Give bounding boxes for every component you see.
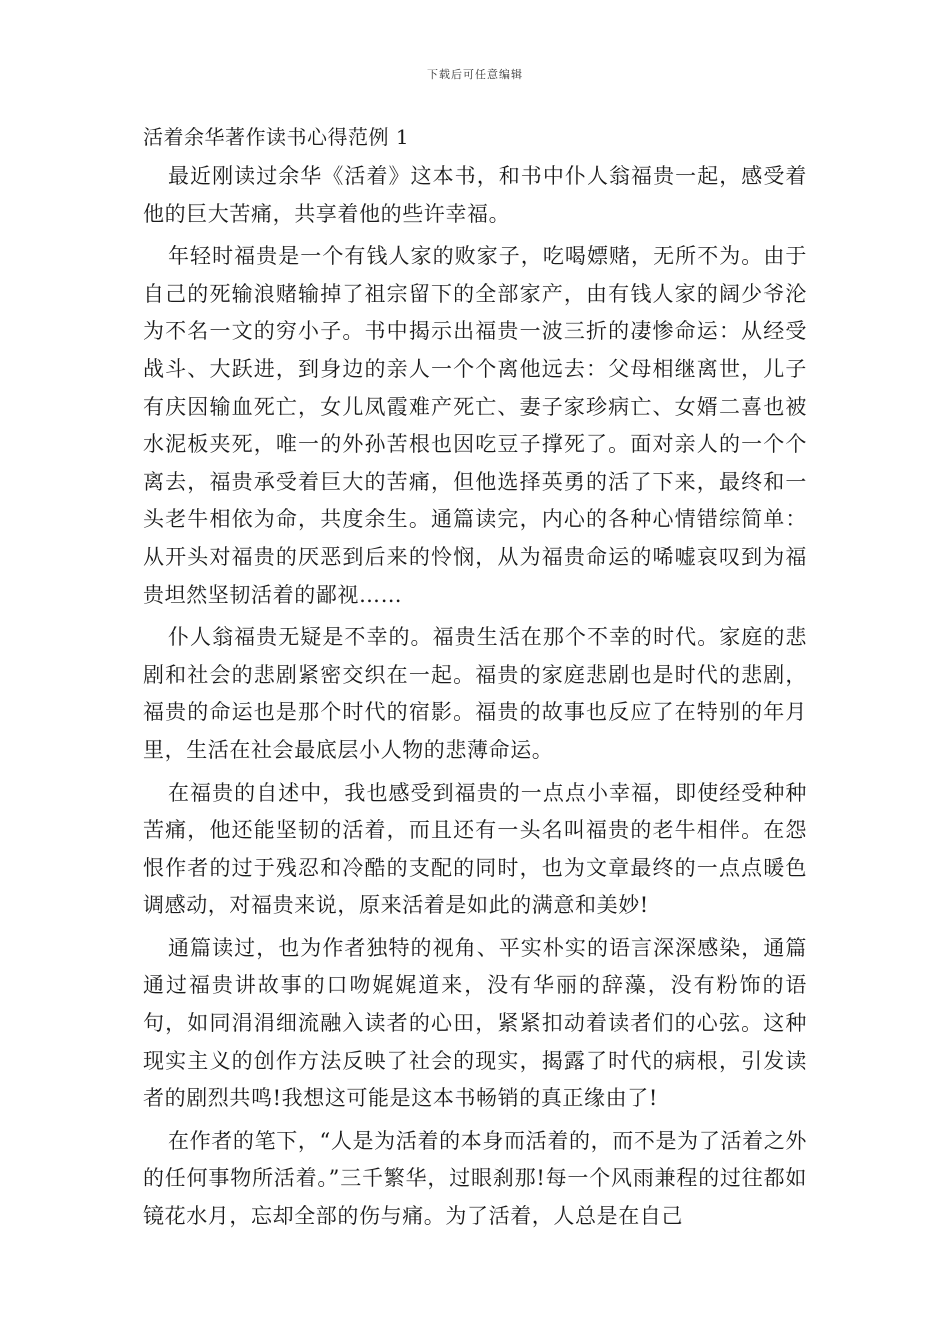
paragraph-4: 在福贵的自述中，我也感受到福贵的一点点小幸福，即使经受种种苦痛，他还能坚韧的活着，而且还有一头名叫福贵的老牛相伴。在怨恨作者的过于残忍和冷酷的支配的同时，也为文章最终的一点点暖色调感动，对福贵来说，原来活着是如此的满意和美妙! bbox=[143, 780, 807, 918]
paragraph-2: 年轻时福贵是一个有钱人家的败家子，吃喝嫖赌，无所不为。由于自己的死输浪赌输掉了祖宗留下的全部家产，由有钱人家的阔少爷沦为不名一文的穷小子。书中揭示出福贵一波三折的凄惨命运：从经受战斗、大跃进，到身边的亲人一个个离他远去：父母相继离世，儿子有庆因输血死亡，女儿凤霞难产死亡、妻子家珍病亡、女婿二喜也被水泥板夹死，唯一的外孙苦根也因吃豆子撑死了。面对亲人的一个个离去，福贵承受着巨大的苦痛，但他选择英勇的活了下来，最终和一头老牛相依为命，共度余生。通篇读完，内心的各种心情错综简单：从开头对福贵的厌恶到后来的怜悯，从为福贵命运的唏嘘哀叹到为福贵坦然坚韧活着的鄙视…… bbox=[143, 244, 807, 607]
document-title: 活着余华著作读书心得范例 1 bbox=[143, 125, 410, 149]
paragraph-1: 最近刚读过余华《活着》这本书，和书中仆人翁福贵一起，感受着他的巨大苦痛，共享着他的些许幸福。 bbox=[143, 164, 807, 226]
paragraph-5: 通篇读过，也为作者独特的视角、平实朴实的语言深深感染，通篇通过福贵讲故事的口吻娓娓道来，没有华丽的辞藻，没有粉饰的语句，如同涓涓细流融入读者的心田，紧紧扣动着读者们的心弦。这种现实主义的创作方法反映了社会的现实，揭露了时代的病根，引发读者的剧烈共鸣!我想这可能是这本书畅销的真正缘由了! bbox=[143, 935, 807, 1111]
document-body bbox=[143, 118, 807, 1241]
paragraph-3: 仆人翁福贵无疑是不幸的。福贵生活在那个不幸的时代。家庭的悲剧和社会的悲剧紧密交织在一起。福贵的家庭悲剧也是时代的悲剧，福贵的命运也是那个时代的宿影。福贵的故事也反应了在特别的年月里，生活在社会最底层小人物的悲薄命运。 bbox=[143, 625, 807, 762]
paragraph-6: 在作者的笔下，“人是为活着的本身而活着的，而不是为了活着之外的任何事物所活着。”三千繁华，过眼刹那!每一个风雨兼程的过往都如镜花水月，忘却全部的伤与痛。为了活着，人总是在自己 bbox=[143, 1128, 807, 1229]
header-note: 下载后可任意编辑 bbox=[427, 68, 523, 81]
